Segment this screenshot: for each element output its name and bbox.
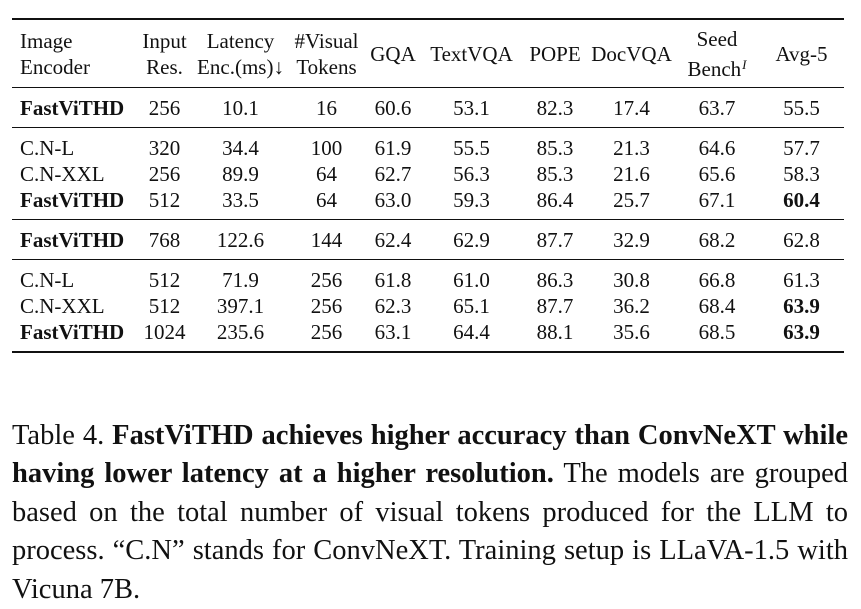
row-group	[12, 128, 844, 220]
cell-pope: 82.3	[522, 88, 588, 128]
header-row	[12, 19, 844, 88]
header-seedbench	[675, 19, 759, 88]
cell-image-encoder: FastViTHD	[12, 220, 136, 260]
cell-latency: 89.9	[193, 161, 288, 187]
cell-pope: 86.4	[522, 187, 588, 220]
table-row	[12, 260, 844, 294]
header-docvqa	[588, 19, 675, 88]
cell-seedbench: 68.5	[675, 319, 759, 352]
header-line: Avg-5	[775, 42, 827, 66]
cell-textvqa: 64.4	[421, 319, 522, 352]
table-row	[12, 161, 844, 187]
cell-avg5: 57.7	[759, 128, 844, 162]
row-group	[12, 260, 844, 353]
cell-latency: 397.1	[193, 293, 288, 319]
cell-gqa: 61.8	[365, 260, 421, 294]
row-group	[12, 220, 844, 260]
header-line: Tokens	[296, 55, 356, 79]
cell-textvqa: 65.1	[421, 293, 522, 319]
cell-textvqa: 61.0	[421, 260, 522, 294]
cell-image-encoder: C.N-XXL	[12, 293, 136, 319]
header-line: #Visual	[294, 29, 358, 53]
cell-image-encoder: C.N-L	[12, 128, 136, 162]
cell-avg5: 55.5	[759, 88, 844, 128]
cell-latency: 34.4	[193, 128, 288, 162]
header-line: Latency	[207, 29, 275, 53]
cell-visual-tokens: 256	[288, 293, 365, 319]
cell-avg5: 60.4	[759, 187, 844, 220]
cell-latency: 71.9	[193, 260, 288, 294]
header-line: Input	[142, 29, 186, 53]
row-group	[12, 88, 844, 128]
cell-avg5: 58.3	[759, 161, 844, 187]
cell-avg5: 61.3	[759, 260, 844, 294]
cell-image-encoder: FastViTHD	[12, 319, 136, 352]
cell-docvqa: 35.6	[588, 319, 675, 352]
header-line: GQA	[370, 42, 416, 66]
cell-textvqa: 56.3	[421, 161, 522, 187]
cell-textvqa: 59.3	[421, 187, 522, 220]
header-textvqa	[421, 19, 522, 88]
caption-bold-statement: FastViTHD achieves higher accuracy than ConvNeXT while having lower latency at a higher resolution.	[12, 420, 848, 490]
table-row	[12, 220, 844, 260]
header-line: TextVQA	[430, 42, 513, 66]
header-line: Enc.(ms)↓	[197, 55, 284, 79]
header-input-res	[136, 19, 193, 88]
cell-pope: 85.3	[522, 161, 588, 187]
cell-seedbench: 67.1	[675, 187, 759, 220]
cell-input-res: 320	[136, 128, 193, 162]
cell-image-encoder: FastViTHD	[12, 187, 136, 220]
table-caption	[12, 417, 848, 609]
header-line: POPE	[529, 42, 580, 66]
cell-seedbench: 68.4	[675, 293, 759, 319]
cell-seedbench: 66.8	[675, 260, 759, 294]
cell-input-res: 256	[136, 88, 193, 128]
cell-docvqa: 32.9	[588, 220, 675, 260]
cell-visual-tokens: 16	[288, 88, 365, 128]
cell-gqa: 62.4	[365, 220, 421, 260]
cell-input-res: 768	[136, 220, 193, 260]
cell-visual-tokens: 144	[288, 220, 365, 260]
cell-docvqa: 25.7	[588, 187, 675, 220]
cell-input-res: 512	[136, 293, 193, 319]
cell-gqa: 63.0	[365, 187, 421, 220]
cell-docvqa: 21.6	[588, 161, 675, 187]
table-row	[12, 187, 844, 220]
table-header	[12, 19, 844, 88]
cell-latency: 33.5	[193, 187, 288, 220]
cell-visual-tokens: 100	[288, 128, 365, 162]
header-line: Image	[20, 29, 72, 53]
cell-pope: 87.7	[522, 220, 588, 260]
header-latency	[193, 19, 288, 88]
cell-gqa: 60.6	[365, 88, 421, 128]
header-line: Bench	[688, 57, 742, 81]
cell-docvqa: 36.2	[588, 293, 675, 319]
table-row	[12, 88, 844, 128]
cell-visual-tokens: 256	[288, 319, 365, 352]
cell-docvqa: 21.3	[588, 128, 675, 162]
cell-input-res: 256	[136, 161, 193, 187]
cell-textvqa: 55.5	[421, 128, 522, 162]
cell-textvqa: 53.1	[421, 88, 522, 128]
header-image-encoder	[12, 19, 136, 88]
cell-gqa: 61.9	[365, 128, 421, 162]
cell-avg5: 62.8	[759, 220, 844, 260]
header-pope	[522, 19, 588, 88]
results-table-container	[12, 18, 844, 353]
results-table	[12, 18, 844, 353]
cell-latency: 10.1	[193, 88, 288, 128]
cell-seedbench: 64.6	[675, 128, 759, 162]
cell-visual-tokens: 64	[288, 161, 365, 187]
cell-pope: 88.1	[522, 319, 588, 352]
cell-image-encoder: C.N-L	[12, 260, 136, 294]
header-visual-tokens	[288, 19, 365, 88]
cell-gqa: 62.7	[365, 161, 421, 187]
header-avg5	[759, 19, 844, 88]
cell-gqa: 63.1	[365, 319, 421, 352]
table-row	[12, 128, 844, 162]
header-line: Encoder	[20, 55, 90, 79]
header-line: Seed	[697, 27, 738, 51]
caption-label: Table 4.	[12, 420, 104, 451]
cell-visual-tokens: 256	[288, 260, 365, 294]
cell-visual-tokens: 64	[288, 187, 365, 220]
cell-input-res: 512	[136, 260, 193, 294]
cell-gqa: 62.3	[365, 293, 421, 319]
cell-pope: 86.3	[522, 260, 588, 294]
cell-docvqa: 17.4	[588, 88, 675, 128]
cell-input-res: 512	[136, 187, 193, 220]
header-line: Res.	[146, 55, 183, 79]
header-line: DocVQA	[591, 42, 671, 66]
cell-input-res: 1024	[136, 319, 193, 352]
cell-seedbench: 65.6	[675, 161, 759, 187]
table-row	[12, 293, 844, 319]
header-gqa	[365, 19, 421, 88]
cell-avg5: 63.9	[759, 293, 844, 319]
cell-pope: 87.7	[522, 293, 588, 319]
cell-docvqa: 30.8	[588, 260, 675, 294]
header-superscript: I	[742, 57, 746, 72]
cell-pope: 85.3	[522, 128, 588, 162]
cell-seedbench: 63.7	[675, 88, 759, 128]
cell-latency: 122.6	[193, 220, 288, 260]
cell-image-encoder: FastViTHD	[12, 88, 136, 128]
cell-avg5: 63.9	[759, 319, 844, 352]
cell-textvqa: 62.9	[421, 220, 522, 260]
cell-seedbench: 68.2	[675, 220, 759, 260]
caption-body: The models are grouped based on the total number of visual tokens produced for the LLM to process. “C.N” stands for ConvNeXT. Training setup is LLaVA-1.5 with Vicuna 7B.	[12, 458, 848, 605]
cell-latency: 235.6	[193, 319, 288, 352]
cell-image-encoder: C.N-XXL	[12, 161, 136, 187]
table-row	[12, 319, 844, 352]
